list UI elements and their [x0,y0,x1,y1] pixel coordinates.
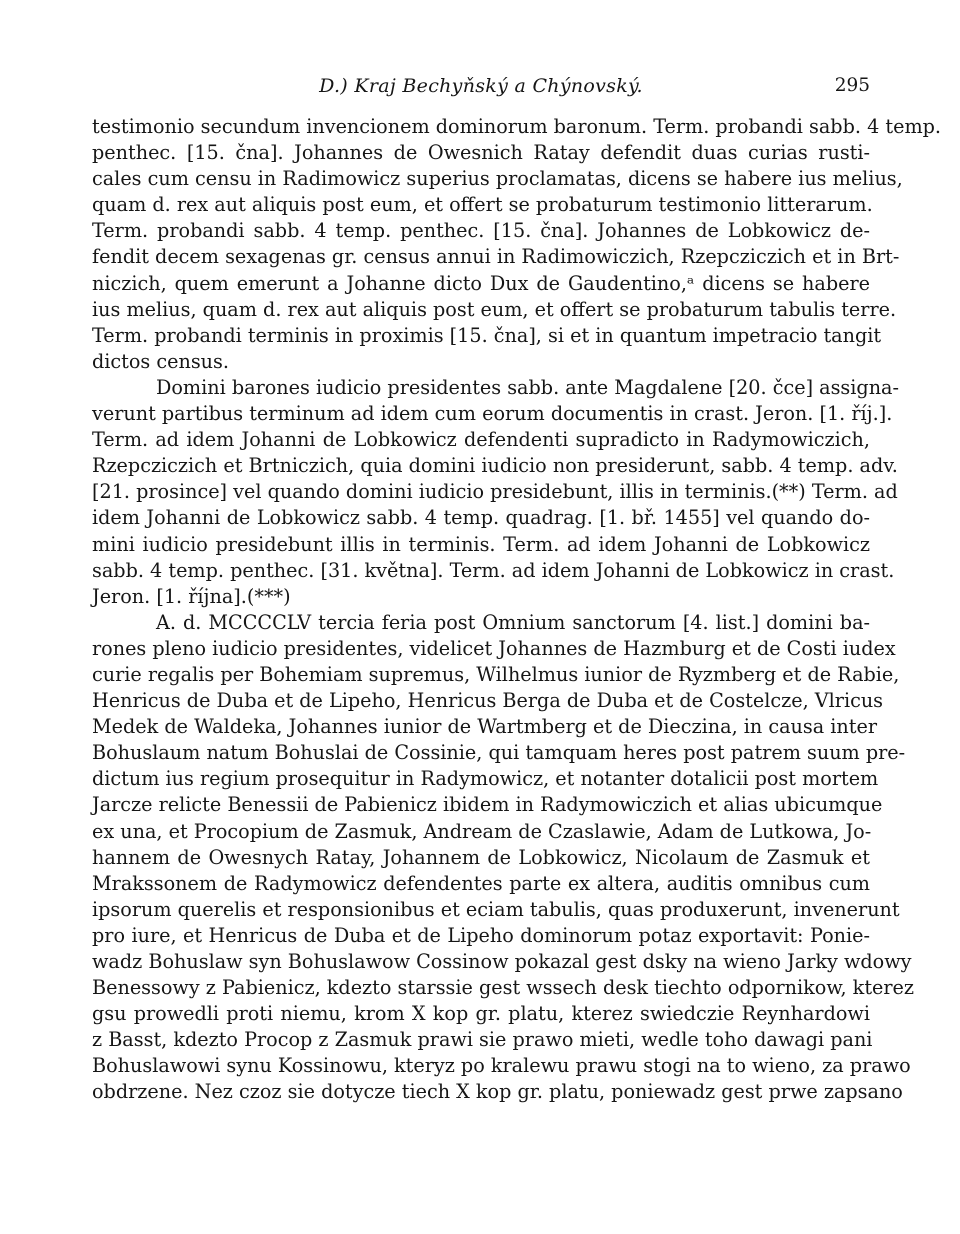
text-line: dictos census. [92,349,229,373]
text-line: niczich, quem emerunt a Johanne dicto Dux de Gaudentino,ᵃ dicens se habere [92,271,870,295]
text-line: sabb. 4 temp. penthec. [31. května]. Term. ad idem Johanni de Lobkowicz in crast. [92,558,895,582]
text-line: cales cum censu in Radimowicz superius proclamatas, dicens se habere ius melius, [92,167,903,191]
text-line: Term. probandi sabb. 4 temp. penthec. [15. čna]. Johannes de Lobkowicz de- [92,219,870,243]
text-line: curie regalis per Bohemiam supremus, Wilhelmus iunior de Ryzmberg et de Rabie, [92,662,900,686]
text-line: Term. ad idem Johanni de Lobkowicz defendenti supradicto in Radymowiczich, [92,428,870,452]
running-title: D.) Kraj Bechyňský a Chýnovský. [319,75,643,97]
text-line: Benessowy z Pabienicz, kdezto starssie gest wssech desk tiechto odpornikow, kterez [92,976,915,1000]
text-line: testimonio secundum invencionem dominorum baronum. Term. probandi sabb. 4 temp. [92,115,942,138]
text-line: Term. probandi terminis in proximis [15. čna], si et in quantum impetracio tangit [92,323,882,347]
paragraph [92,114,942,375]
text-line: fendit decem sexagenas gr. census annui in Radimowiczich, Rzepcziczich et in Brt- [92,245,900,269]
text-line: verunt partibus terminum ad idem cum eorum documentis in crast. Jeron. [1. říj.]. [92,402,893,426]
text-line: Jeron. [1. října].(***) [92,584,291,608]
text-line: penthec. [15. čna]. Johannes de Owesnich Ratay defendit duas curias rusti- [92,141,870,165]
paragraph [92,375,899,610]
text-line: ipsorum querelis et responsionibus et eciam tabulis, quas produxerunt, invenerunt [92,897,900,921]
text-line: quam d. rex aut aliquis post eum, et offert se probaturum testimonio litterarum. [92,193,873,217]
text-line: Jarcze relicte Benessii de Pabienicz ibidem in Radymowiczich et alias ubicumque [92,793,883,817]
page-number: 295 [834,75,870,96]
text-line: [21. prosince] vel quando domini iudicio presidebunt, illis in terminis.(**) Term. ad [92,480,898,504]
text-line: Domini barones iudicio presidentes sabb. ante Magdalene [20. čce] assigna- [156,375,899,399]
body-text [92,114,942,1106]
text-line: A. d. MCCCCLV tercia feria post Omnium sanctorum [4. list.] domini ba- [156,610,870,634]
text-line: Mrakssonem de Radymowicz defendentes parte ex altera, auditis omnibus cum [92,871,870,895]
text-line: dictum ius regium prosequitur in Radymowicz, et notanter dotalicii post mortem [92,767,879,791]
page-header [92,72,870,102]
text-line: Henricus de Duba et de Lipeho, Henricus Berga de Duba et de Costelcze, Vlricus [92,689,884,713]
text-line: pro iure, et Henricus de Duba et de Lipeho dominorum potaz exportavit: Ponie- [92,923,870,947]
text-line: mini iudicio presidebunt illis in terminis. Term. ad idem Johanni de Lobkowicz [92,532,870,556]
text-line: gsu prowedli proti niemu, krom X kop gr. platu, kterez swiedczie Reynhardowi [92,1002,870,1026]
text-line: Medek de Waldeka, Johannes iunior de Wartmberg et de Dieczina, in causa inter [92,715,878,739]
text-line: idem Johanni de Lobkowicz sabb. 4 temp. quadrag. [1. bř. 1455] vel quando do- [92,506,870,530]
text-line: z Basst, kdezto Procop z Zasmuk prawi sie prawo mieti, wedle toho dawagi pani [92,1028,873,1052]
text-line: ius melius, quam d. rex aut aliquis post eum, et offert se probaturum tabulis terre. [92,297,897,321]
text-line: Rzepcziczich et Brtniczich, quia domini iudicio non presiderunt, sabb. 4 temp. adv. [92,454,898,478]
text-line: Bohuslawowi synu Kossinowu, kteryz po kralewu prawu stogi na to wieno, za prawo [92,1054,911,1078]
text-line: hannem de Owesnych Ratay, Johannem de Lobkowicz, Nicolaum de Zasmuk et [92,845,870,869]
text-line: Bohuslaum natum Bohuslai de Cossinie, qui tamquam heres post patrem suum pre- [92,741,906,765]
text-line: obdrzene. Nez czoz sie dotycze tiech X kop gr. platu, poniewadz gest prwe zapsano [92,1080,903,1104]
text-line: wadz Bohuslaw syn Bohuslawow Cossinow pokazal gest dsky na wieno Jarky wdowy [92,950,912,973]
text-line: rones pleno iudicio presidentes, videlicet Johannes de Hazmburg et de Costi iudex [92,636,896,660]
document-page [92,72,942,1106]
text-line: ex una, et Procopium de Zasmuk, Andream de Czaslawie, Adam de Lutkowa, Jo- [92,819,872,843]
paragraph [92,610,915,1106]
